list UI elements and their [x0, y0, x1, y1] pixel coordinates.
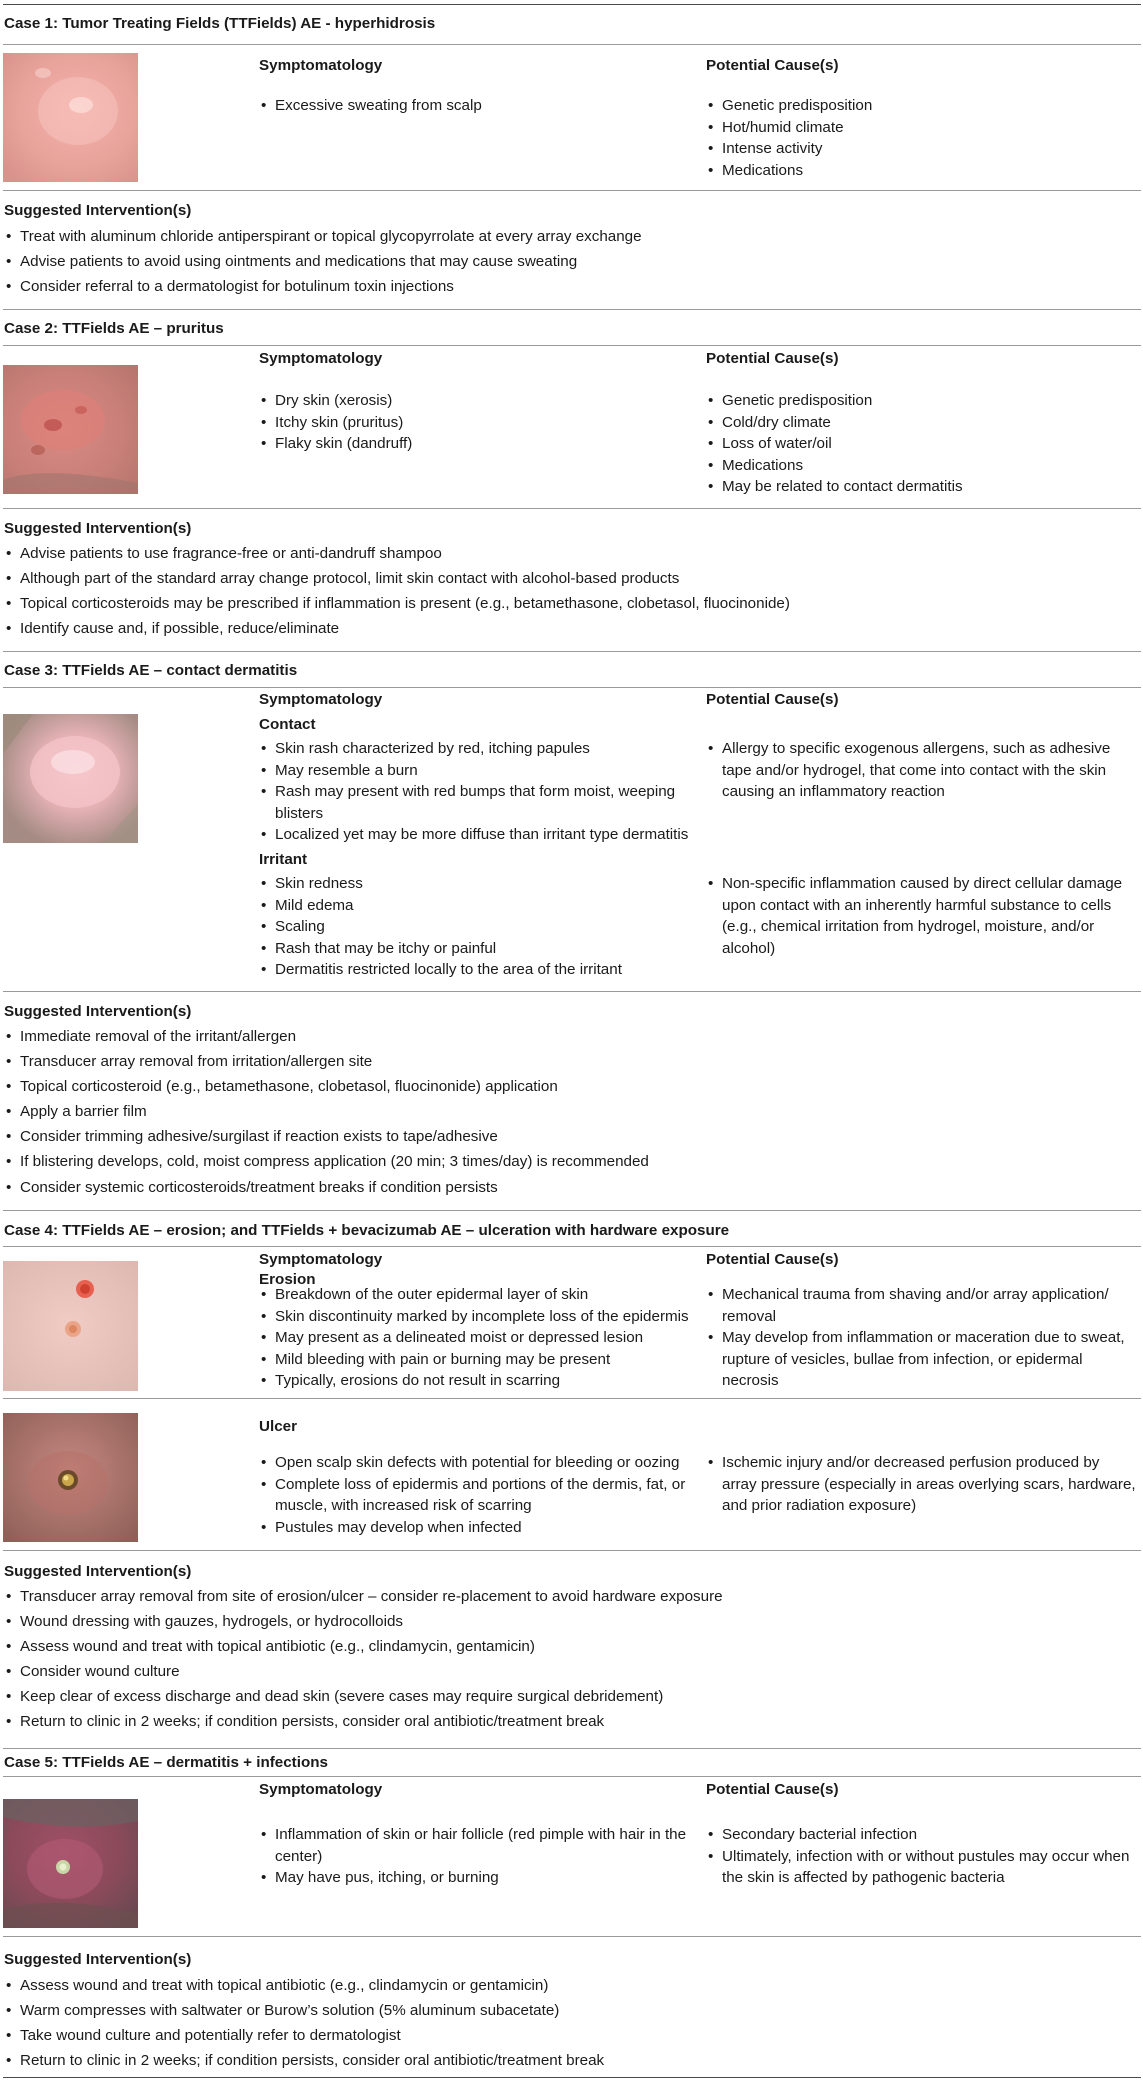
case1-cause: • Hot/humid climate [706, 117, 1136, 139]
case3-intervention: • If blistering develops, cold, moist compress application (20 min; 3 times/day) is recommended [4, 1151, 1134, 1173]
case3-irritant-symptom: • Skin redness [259, 873, 689, 895]
case5-title-rule [3, 1776, 1141, 1777]
case1-title: Case 1: Tumor Treating Fields (TTFields) AE - hyperhidrosis [4, 15, 436, 32]
case1-causes-header: Potential Cause(s) [706, 57, 839, 74]
case3-title: Case 3: TTFields AE – contact dermatitis [4, 662, 298, 679]
case2-cause: • Genetic predisposition [706, 390, 1136, 412]
case5-intervention: • Take wound culture and potentially refer to dermatologist [4, 2025, 1134, 2047]
case2-cause: • Loss of water/oil [706, 433, 1136, 455]
case1-intervention: • Treat with aluminum chloride antiperspirant or topical glycopyrrolate at every array exchange [4, 226, 1134, 248]
top-rule [3, 4, 1141, 5]
case3-irritant-cause: • Non-specific inflammation caused by direct cellular damage upon contact with an inherently harmful substance to cells (e.g., chemical irritation from hydrogel, moisture, and/or alcohol) [706, 873, 1131, 959]
case5-intervention: • Assess wound and treat with topical antibiotic (e.g., clindamycin or gentamicin) [4, 1975, 1134, 1997]
case3-contact-symptom: • Localized yet may be more diffuse than irritant type dermatitis [259, 824, 689, 846]
case4-erosion-causes-list [706, 1284, 1141, 1392]
case2-intervention: • Advise patients to use fragrance-free or anti-dandruff shampoo [4, 543, 1134, 565]
case2-intervention-title: Suggested Intervention(s) [4, 520, 192, 537]
bottom-rule [3, 2077, 1141, 2078]
case5-intervention: • Warm compresses with saltwater or Burow’s solution (5% aluminum subacetate) [4, 2000, 1134, 2022]
case4-intervention-rule [3, 1550, 1141, 1551]
case2-title-rule [3, 345, 1141, 346]
case5-top-rule [3, 1748, 1141, 1749]
case5-infection-photo [3, 1799, 138, 1928]
case3-contact-label: Contact [259, 716, 316, 733]
case5-intervention-title: Suggested Intervention(s) [4, 1951, 192, 1968]
case3-irritant-symptom: • Scaling [259, 916, 689, 938]
case4-intervention: • Assess wound and treat with topical antibiotic (e.g., clindamycin, gentamicin) [4, 1636, 1134, 1658]
case4-ulcer-symptom: • Pustules may develop when infected [259, 1517, 699, 1539]
case3-irritant-symptom: • Dermatitis restricted locally to the area of the irritant [259, 959, 689, 981]
case2-symptom: • Flaky skin (dandruff) [259, 433, 679, 455]
case2-interventions-list [4, 543, 1134, 643]
case4-interventions-list [4, 1586, 1134, 1737]
case4-erosion-cause: • May develop from inflammation or maceration due to sweat, rupture of vesicles, bullae from infection, or epidermal necrosis [706, 1327, 1141, 1392]
case3-intervention: • Transducer array removal from irritation/allergen site [4, 1051, 1134, 1073]
case4-intervention: • Return to clinic in 2 weeks; if condition persists, consider oral antibiotic/treatment break [4, 1711, 1134, 1733]
case4-ulcer-label: Ulcer [259, 1418, 297, 1435]
case2-causes-header: Potential Cause(s) [706, 350, 839, 367]
case5-cause: • Secondary bacterial infection [706, 1824, 1141, 1846]
case4-intervention: • Keep clear of excess discharge and dead skin (severe cases may require surgical debridement) [4, 1686, 1134, 1708]
case5-cause: • Ultimately, infection with or without pustules may occur when the skin is affected by pathogenic bacteria [706, 1846, 1141, 1889]
case4-intervention: • Consider wound culture [4, 1661, 1134, 1683]
case4-ulcer-cause: • Ischemic injury and/or decreased perfusion produced by array pressure (especially in areas overlying scars, hardware, and prior radiation exposure) [706, 1452, 1136, 1517]
case2-intervention: • Although part of the standard array change protocol, limit skin contact with alcohol-based products [4, 568, 1134, 590]
case3-title-rule [3, 687, 1141, 688]
case2-intervention: • Identify cause and, if possible, reduce/eliminate [4, 618, 1134, 640]
case5-symptoms-list [259, 1824, 699, 1889]
case3-contact-symptom: • May resemble a burn [259, 760, 689, 782]
case1-cause: • Genetic predisposition [706, 95, 1136, 117]
case4-title: Case 4: TTFields AE – erosion; and TTFields + bevacizumab AE – ulceration with hardware exposure [4, 1222, 730, 1239]
case3-contact-cause: • Allergy to specific exogenous allergens, such as adhesive tape and/or hydrogel, that come into contact with the skin causing an inflammatory reaction [706, 738, 1131, 803]
case5-interventions-list [4, 1975, 1134, 2075]
case3-top-rule [3, 651, 1141, 652]
case5-symptom: • May have pus, itching, or burning [259, 1867, 699, 1889]
case2-top-rule [3, 309, 1141, 310]
case1-intervention-rule [3, 190, 1141, 191]
case3-irritant-label: Irritant [259, 851, 308, 868]
case3-irritant-symptom: • Rash that may be itchy or painful [259, 938, 689, 960]
case3-symptomatology-header: Symptomatology [259, 691, 383, 708]
case2-causes-list [706, 390, 1136, 498]
case2-title: Case 2: TTFields AE – pruritus [4, 320, 224, 337]
case5-intervention-rule [3, 1936, 1141, 1937]
case1-intervention-title: Suggested Intervention(s) [4, 202, 192, 219]
case1-cause: • Intense activity [706, 138, 1136, 160]
case5-title: Case 5: TTFields AE – dermatitis + infections [4, 1754, 328, 1771]
case1-symptom: • Excessive sweating from scalp [259, 95, 679, 117]
case5-intervention: • Return to clinic in 2 weeks; if condition persists, consider oral antibiotic/treatment break [4, 2050, 1134, 2072]
case3-contact-cause-list [706, 738, 1131, 803]
case3-intervention-rule [3, 991, 1141, 992]
case4-ulcer-rule [3, 1398, 1141, 1399]
case5-causes-list [706, 1824, 1141, 1889]
case2-symptomatology-header: Symptomatology [259, 350, 383, 367]
case3-irritant-symptoms-list [259, 873, 689, 981]
case5-causes-header: Potential Cause(s) [706, 1781, 839, 1798]
case5-symptomatology-header: Symptomatology [259, 1781, 383, 1798]
case1-cause: • Medications [706, 160, 1136, 182]
case4-ulcer-causes-list [706, 1452, 1136, 1517]
case4-erosion-cause: • Mechanical trauma from shaving and/or array application/ removal [706, 1284, 1141, 1327]
case2-intervention-rule [3, 508, 1141, 509]
case3-contact-symptom: • Rash may present with red bumps that form moist, weeping blisters [259, 781, 689, 824]
case4-intervention-title: Suggested Intervention(s) [4, 1563, 192, 1580]
case4-erosion-symptom: • May present as a delineated moist or depressed lesion [259, 1327, 709, 1349]
case4-erosion-symptom: • Typically, erosions do not result in scarring [259, 1370, 709, 1392]
case4-intervention: • Transducer array removal from site of erosion/ulcer – consider re-placement to avoid hardware exposure [4, 1586, 1134, 1608]
case1-symptomatology-header: Symptomatology [259, 57, 383, 74]
case1-title-rule [3, 44, 1141, 45]
case1-symptoms-list [259, 95, 679, 117]
case4-causes-header: Potential Cause(s) [706, 1251, 839, 1268]
case2-cause: • Cold/dry climate [706, 412, 1136, 434]
case3-intervention: • Immediate removal of the irritant/allergen [4, 1026, 1134, 1048]
case4-erosion-symptom: • Breakdown of the outer epidermal layer of skin [259, 1284, 709, 1306]
case3-irritant-symptom: • Mild edema [259, 895, 689, 917]
case2-symptom: • Dry skin (xerosis) [259, 390, 679, 412]
case4-erosion-symptoms-list [259, 1284, 709, 1392]
case1-causes-list [706, 95, 1136, 181]
case3-interventions-list [4, 1026, 1134, 1202]
case4-top-rule [3, 1210, 1141, 1211]
case2-symptoms-list [259, 390, 679, 455]
case4-symptomatology-header: Symptomatology [259, 1251, 383, 1268]
case5-symptom: • Inflammation of skin or hair follicle (red pimple with hair in the center) [259, 1824, 699, 1867]
case3-contact-symptom: • Skin rash characterized by red, itching papules [259, 738, 689, 760]
case3-contact-symptoms-list [259, 738, 689, 846]
case3-causes-header: Potential Cause(s) [706, 691, 839, 708]
case3-intervention: • Consider systemic corticosteroids/treatment breaks if condition persists [4, 1177, 1134, 1199]
case3-intervention: • Apply a barrier film [4, 1101, 1134, 1123]
case1-intervention: • Consider referral to a dermatologist for botulinum toxin injections [4, 276, 1134, 298]
case3-intervention-title: Suggested Intervention(s) [4, 1003, 192, 1020]
case1-hyperhidrosis-photo [3, 53, 138, 182]
case2-pruritus-photo [3, 365, 138, 494]
case4-ulcer-symptom: • Complete loss of epidermis and portions of the dermis, fat, or muscle, with increased risk of scarring [259, 1474, 699, 1517]
case4-erosion-symptom: • Skin discontinuity marked by incomplete loss of the epidermis [259, 1306, 709, 1328]
case3-intervention: • Consider trimming adhesive/surgilast if reaction exists to tape/adhesive [4, 1126, 1134, 1148]
case3-dermatitis-photo [3, 714, 138, 843]
case4-ulcer-symptoms-list [259, 1452, 699, 1538]
case4-intervention: • Wound dressing with gauzes, hydrogels, or hydrocolloids [4, 1611, 1134, 1633]
case2-symptom: • Itchy skin (pruritus) [259, 412, 679, 434]
case2-intervention: • Topical corticosteroids may be prescribed if inflammation is present (e.g., betamethasone, clobetasol, fluocinonide) [4, 593, 1134, 615]
case1-intervention: • Advise patients to avoid using ointments and medications that may cause sweating [4, 251, 1134, 273]
case4-ulcer-symptom: • Open scalp skin defects with potential for bleeding or oozing [259, 1452, 699, 1474]
case3-intervention: • Topical corticosteroid (e.g., betamethasone, clobetasol, fluocinonide) application [4, 1076, 1134, 1098]
case4-title-rule [3, 1246, 1141, 1247]
case4-erosion-symptom: • Mild bleeding with pain or burning may be present [259, 1349, 709, 1371]
case2-cause: • Medications [706, 455, 1136, 477]
case3-irritant-cause-list [706, 873, 1131, 959]
case1-interventions-list [4, 226, 1134, 301]
case4-erosion-label: Erosion [259, 1271, 316, 1288]
case2-cause: • May be related to contact dermatitis [706, 476, 1136, 498]
case4-erosion-photo [3, 1261, 138, 1391]
case4-ulcer-photo [3, 1413, 138, 1542]
